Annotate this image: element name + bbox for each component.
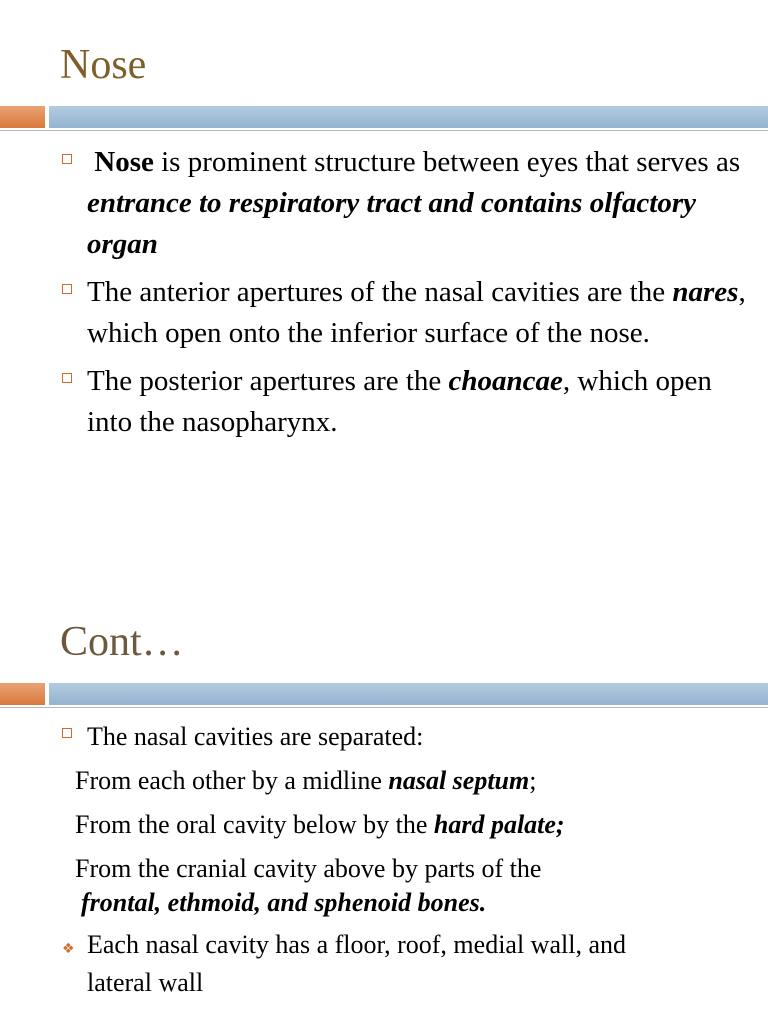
square-bullet-icon	[62, 728, 72, 738]
divider-line	[0, 130, 768, 131]
bullet-item	[60, 926, 750, 1002]
bullet-list-nose	[60, 142, 750, 450]
divider-accent-blue	[49, 106, 768, 128]
emphasis-text: hard palate;	[433, 810, 565, 839]
emphasis-text: entrance to respiratory tract and contains olfactory organ	[87, 187, 696, 260]
bullet-text: Each nasal cavity has a floor, roof, medial wall, and	[87, 930, 626, 959]
divider-accent-blue	[49, 683, 768, 705]
sub-item	[60, 804, 750, 845]
bullet-text: The nasal cavities are separated:	[87, 722, 424, 751]
emphasis-text: nasal septum	[388, 766, 530, 795]
bullet-item	[60, 361, 750, 443]
bullet-item	[60, 272, 750, 354]
emphasis-text: choancae	[448, 365, 563, 397]
bullet-text: lateral wall	[87, 968, 204, 997]
divider-accent-orange	[0, 106, 45, 128]
bullet-text: is prominent structure between eyes that serves as	[153, 146, 741, 178]
sub-text: From each other by a midline	[75, 766, 389, 795]
square-bullet-icon	[62, 284, 72, 294]
title-divider-bar	[0, 106, 768, 128]
bullet-text: , which open onto the inferior surface of the nose.	[87, 276, 746, 349]
divider-line	[0, 707, 768, 708]
bullet-text: The anterior apertures of the nasal cavities are the	[87, 276, 673, 308]
bullet-item	[60, 142, 750, 265]
title-divider-bar	[0, 683, 768, 705]
slide-title-cont: Cont…	[60, 619, 184, 665]
divider-accent-orange	[0, 683, 45, 705]
diamond-bullet-icon: ❖	[62, 941, 75, 957]
bullet-item	[60, 716, 750, 757]
sub-item	[60, 882, 750, 923]
sub-text: From the oral cavity below by the	[75, 810, 434, 839]
sub-item	[60, 760, 750, 801]
sub-text: From the cranial cavity above by parts of the	[75, 854, 542, 883]
slide-title-nose: Nose	[60, 42, 147, 88]
bullet-list-cavities	[60, 716, 750, 1002]
bullet-text: , which open into the nasopharynx.	[87, 365, 712, 438]
sub-text: ;	[529, 766, 537, 795]
bullet-text: The posterior apertures are the	[87, 365, 449, 397]
emphasis-text: frontal, ethmoid, and sphenoid bones.	[81, 888, 487, 917]
emphasis-text: nares	[672, 276, 739, 308]
square-bullet-icon	[62, 154, 72, 164]
bold-term: Nose	[94, 146, 154, 178]
square-bullet-icon	[62, 373, 72, 383]
